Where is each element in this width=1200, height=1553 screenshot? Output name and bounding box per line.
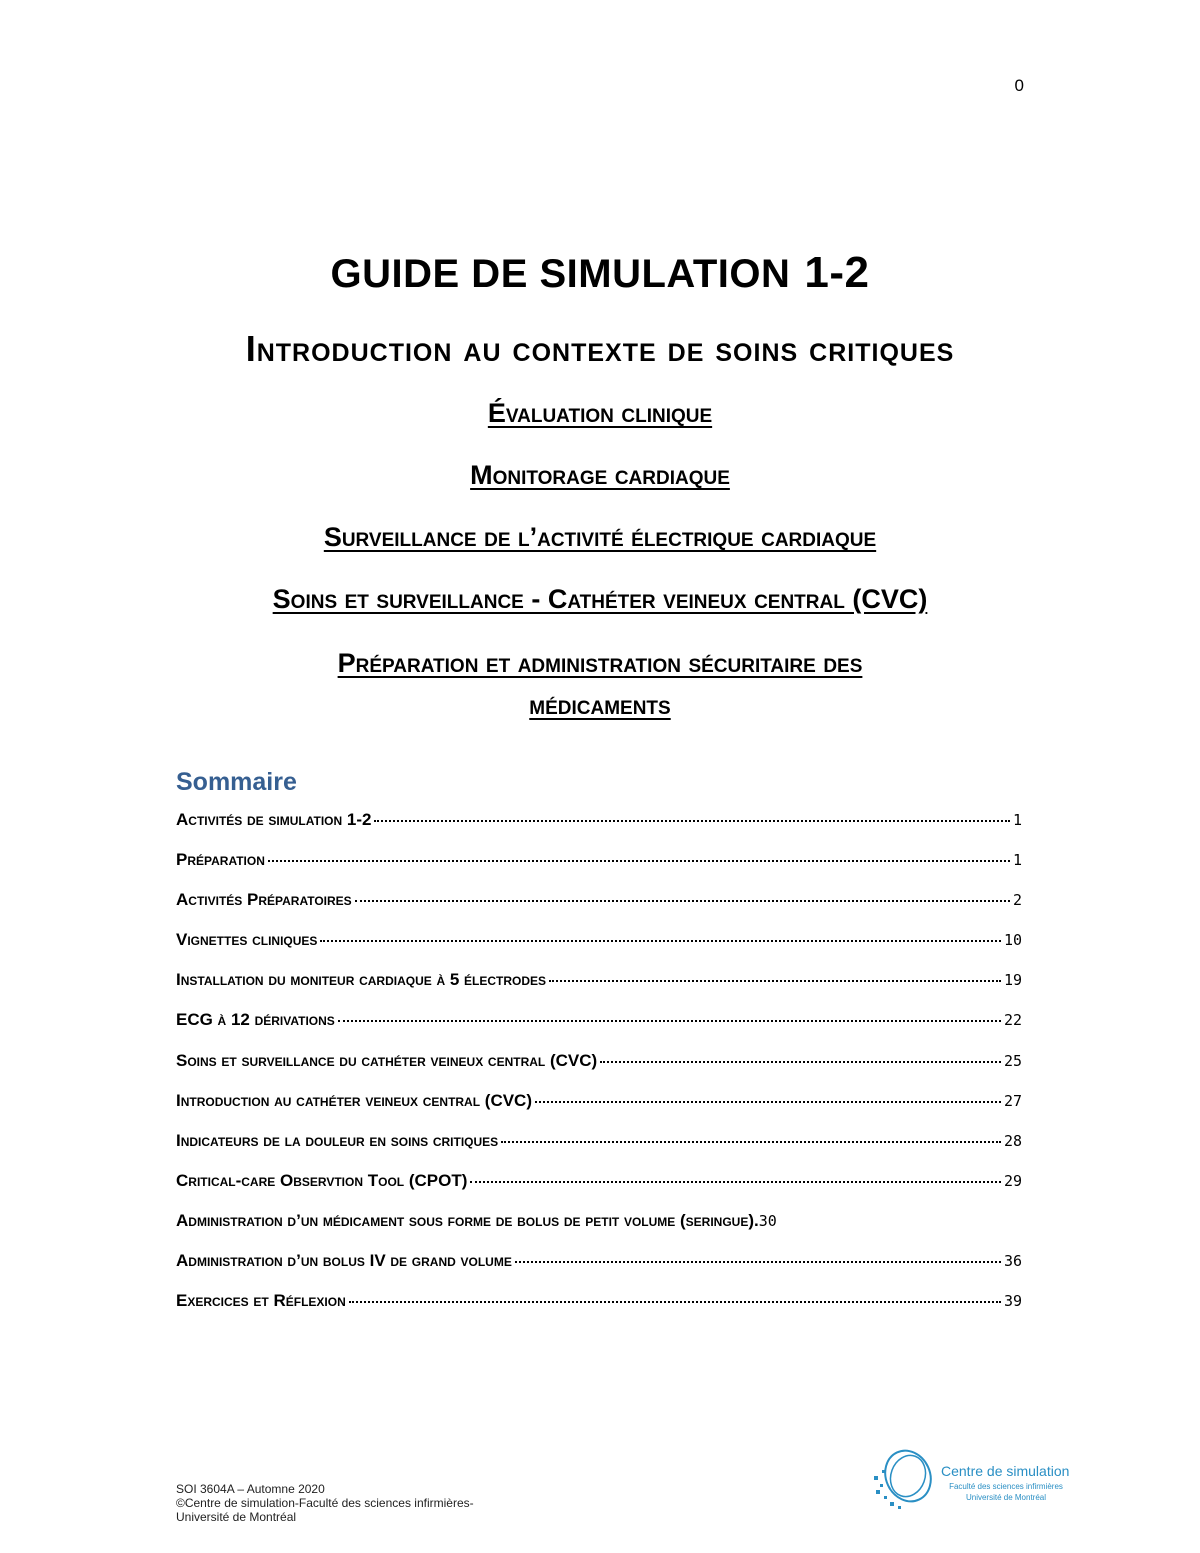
toc-entry-page: 30 bbox=[758, 1211, 777, 1230]
toc-entry[interactable] bbox=[176, 970, 1022, 1010]
toc-leader bbox=[535, 1101, 1001, 1103]
toc-entry-page: 28 bbox=[1003, 1131, 1022, 1150]
toc-leader bbox=[501, 1141, 1001, 1143]
toc-leader bbox=[268, 860, 1010, 862]
toc-entry[interactable] bbox=[176, 1291, 1022, 1331]
subtitle-medicaments bbox=[0, 642, 1200, 726]
toc-leader bbox=[549, 980, 1001, 982]
subtitle-monitorage: Monitorage cardiaque bbox=[470, 460, 730, 490]
logo-title: Centre de simulation bbox=[941, 1463, 1070, 1479]
toc-entry-text: Administration d’un médicament sous forme de bolus de petit volume (seringue) bbox=[176, 1210, 755, 1230]
footer bbox=[176, 1482, 474, 1524]
toc-entry[interactable] bbox=[176, 1091, 1022, 1131]
footer-course: SOI 3604A – Automne 2020 bbox=[176, 1482, 325, 1496]
toc-entry[interactable] bbox=[176, 1171, 1022, 1211]
toc-entry[interactable] bbox=[176, 1010, 1022, 1050]
toc-entry-page: 10 bbox=[1003, 931, 1022, 950]
logo-subtitle-faculty: Faculté des sciences infirmières bbox=[949, 1482, 1063, 1491]
document-title-number: 1-2 bbox=[804, 248, 870, 297]
toc-entry-page: 1 bbox=[1012, 851, 1022, 870]
toc-entry-text: Soins et surveillance du cathéter veineux central (CVC) bbox=[176, 1050, 598, 1070]
sommaire-heading: Sommaire bbox=[176, 768, 297, 796]
simulation-center-logo-icon bbox=[868, 1440, 1088, 1520]
toc-entry-page: 29 bbox=[1003, 1171, 1022, 1190]
toc-entry[interactable] bbox=[176, 1131, 1022, 1171]
subtitle-medicaments-line2: médicaments bbox=[529, 690, 671, 720]
main-subtitle: Introduction au contexte de soins critiques bbox=[245, 328, 955, 369]
logo-subtitle-university: Université de Montréal bbox=[965, 1493, 1047, 1502]
toc-entry-text: Activités de simulation 1-2 bbox=[176, 810, 372, 829]
toc-leader bbox=[349, 1301, 1001, 1303]
toc-leader bbox=[600, 1061, 1001, 1063]
toc-entry[interactable] bbox=[176, 890, 1022, 930]
toc-entry-page: 36 bbox=[1003, 1252, 1022, 1271]
document-title bbox=[0, 248, 1200, 298]
table-of-contents bbox=[176, 810, 1022, 1331]
toc-entry-text: Critical-care Observtion Tool (CPOT) bbox=[176, 1170, 468, 1190]
toc-entry[interactable] bbox=[176, 1251, 1022, 1291]
toc-entry-page: 1 bbox=[1012, 811, 1022, 829]
toc-entry-page: 27 bbox=[1003, 1091, 1022, 1110]
toc-leader bbox=[515, 1261, 1001, 1263]
footer-copyright: ©Centre de simulation-Faculté des sciences infirmières- bbox=[176, 1496, 474, 1510]
toc-entry-text: Activités Préparatoires bbox=[176, 890, 352, 910]
toc-leader bbox=[470, 1181, 1001, 1183]
toc-entry-text: Indicateurs de la douleur en soins critiques bbox=[176, 1130, 499, 1150]
footer-university: Université de Montréal bbox=[176, 1510, 297, 1524]
toc-leader: . bbox=[754, 1210, 759, 1230]
subtitle-evaluation: Évaluation clinique bbox=[487, 398, 713, 428]
toc-entry-text: Vignettes cliniques bbox=[176, 930, 318, 950]
toc-entry-text: ECG à 12 dérivations bbox=[176, 1010, 335, 1030]
toc-entry[interactable] bbox=[176, 930, 1022, 970]
toc-entry[interactable] bbox=[176, 1211, 1022, 1251]
toc-entry-page: 2 bbox=[1012, 891, 1022, 910]
toc-entry-text: Exercices et Réflexion bbox=[176, 1291, 346, 1311]
toc-entry-text: Installation du moniteur cardiaque à 5 électrodes bbox=[176, 970, 547, 990]
toc-entry[interactable] bbox=[176, 850, 1022, 890]
toc-leader bbox=[320, 940, 1001, 942]
toc-entry-page: 39 bbox=[1003, 1292, 1022, 1311]
toc-leader bbox=[374, 820, 1010, 822]
page-number: 0 bbox=[1014, 76, 1024, 95]
subtitle-cvc: Soins et surveillance - Cathéter veineux central (CVC) bbox=[272, 584, 928, 614]
toc-entry[interactable] bbox=[176, 1051, 1022, 1091]
toc-entry-text: Préparation bbox=[176, 850, 265, 870]
toc-entry-text: Administration d’un bolus IV de grand volume bbox=[176, 1251, 512, 1271]
toc-leader bbox=[355, 900, 1010, 902]
toc-entry-page: 22 bbox=[1003, 1011, 1022, 1030]
subtitle-surveillance: Surveillance de l’activité électrique cardiaque bbox=[323, 522, 877, 552]
toc-leader bbox=[338, 1020, 1001, 1022]
toc-entry-page: 25 bbox=[1003, 1051, 1022, 1070]
subtitle-medicaments-line1: Préparation et administration sécuritaire des bbox=[337, 648, 863, 678]
toc-entry-text: Introduction au cathéter veineux central (CVC) bbox=[176, 1090, 532, 1110]
toc-entry[interactable] bbox=[176, 810, 1022, 850]
document-title-text: GUIDE DE SIMULATION bbox=[330, 252, 791, 296]
toc-entry-page: 19 bbox=[1003, 971, 1022, 990]
